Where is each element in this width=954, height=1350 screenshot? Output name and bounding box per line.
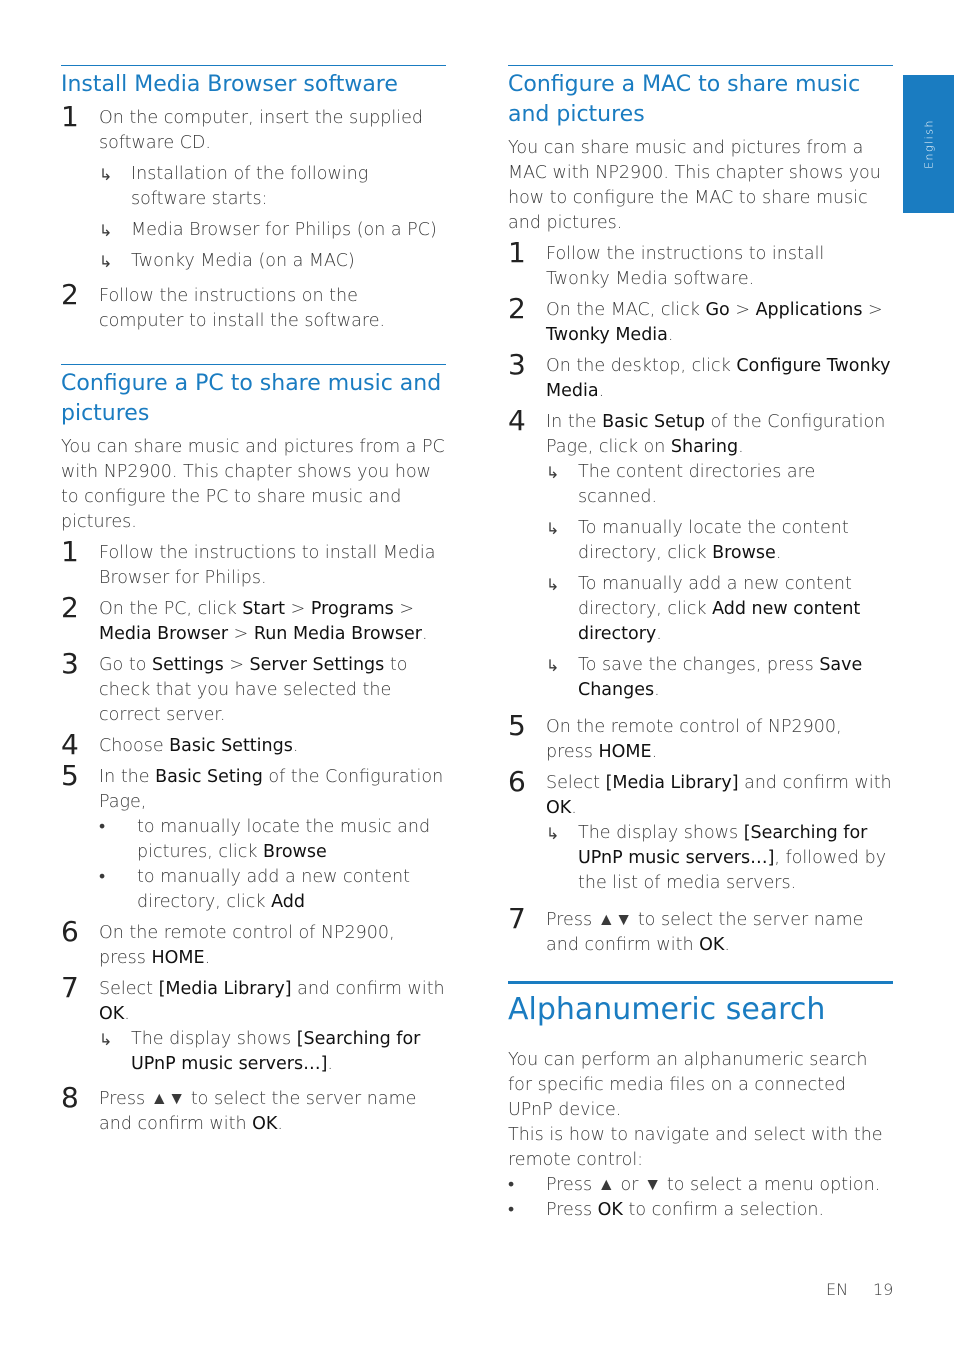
language-tab (903, 75, 954, 213)
mac-step-4: 4 In the Basic Setup of the Configuration Page, click on Sharing. ↳ The content directories are scanned. ↳ To manually locate the content directory, click Browse. ↳ To manually add a new content directory, click Add new content directory. ↳ To save the changes, press Save Changes. (508, 410, 893, 703)
result-line: ↳ To save the changes, press Save Changes. (546, 655, 863, 700)
mac-step-3: 3 On the desktop, click Configure Twonky Media. (508, 348, 891, 401)
pc-step-2: 2 On the PC, click Start > Programs > Media Browser > Run Media Browser. (61, 591, 428, 644)
alpha-heading: Alphanumeric search (508, 992, 826, 1027)
install-heading: Install Media Browser software (61, 72, 398, 97)
mac-step-1: 1 Follow the instructions to install Twonky Media software. (508, 236, 825, 289)
result-arrow-icon: ↳ (546, 519, 560, 538)
pc-step-7: 7 Select [Media Library] and confirm with OK. ↳ The display shows [Searching for UPnP music servers…]. (61, 977, 446, 1077)
pc-step-3: 3 Go to Settings > Server Settings to check that you have selected the correct server. (61, 647, 408, 725)
pc-step-5: 5 In the Basic Seting of the Configuration Page, (61, 759, 444, 812)
install-section (61, 65, 446, 334)
bullet-icon: • (508, 1175, 515, 1195)
mac-step-2: 2 On the MAC, click Go > Applications > Twonky Media. (508, 292, 883, 345)
pc-step-4: 4 Choose Basic Settings. (61, 728, 299, 761)
footer-language: EN (826, 1280, 849, 1299)
pc-intro: You can share music and pictures from a PC with NP2900. This chapter shows you how to configure the PC to share music and pictures. (61, 437, 445, 532)
result-line: ↳ To manually add a new content directory, click Add new content directory. (546, 574, 861, 644)
result-line: ↳ Twonky Media (on a MAC) (99, 249, 446, 274)
alpha-section (508, 981, 893, 1223)
section-divider (508, 981, 893, 984)
section-divider (61, 65, 446, 66)
alpha-paragraph: This is how to navigate and select with the remote control: (508, 1125, 883, 1170)
result-line: ↳ The content directories are scanned. (546, 462, 816, 507)
step-text: Follow the instructions on the computer to install the software. (99, 286, 386, 331)
pc-step-6: 6 On the remote control of NP2900, press HOME. (61, 915, 395, 968)
result-arrow-icon: ↳ (99, 252, 113, 271)
list-item: • to manually add a new content directory, click Add (99, 867, 410, 912)
mac-step-7: 7 Press ▲▼ to select the server name and confirm with OK. (508, 902, 864, 955)
bullet-icon: • (508, 1200, 515, 1220)
mac-step-6: 6 Select [Media Library] and confirm with OK. ↳ The display shows [Searching for UPnP music servers…], followed by the list of media servers. (508, 771, 893, 896)
mac-intro: You can share music and pictures from a MAC with NP2900. This chapter shows you how to configure the MAC to share music and pictures. (508, 138, 881, 233)
list-item: • to manually locate the music and pictures, click Browse (99, 817, 431, 862)
step-number: 2 (61, 278, 79, 311)
result-line: ↳ Installation of the following software starts: (99, 164, 369, 209)
list-item: • Press OK to confirm a selection. (508, 1198, 893, 1223)
result-line: ↳ Media Browser for Philips (on a PC) (99, 218, 446, 243)
mac-heading: Configure a MAC to share music and pictures (508, 72, 861, 127)
result-line: ↳ The display shows [Searching for UPnP music servers…]. (99, 1029, 421, 1074)
result-arrow-icon: ↳ (546, 575, 560, 594)
pc-section (61, 364, 446, 1137)
pc-step-1: 1 Follow the instructions to install Media Browser for Philips. (61, 535, 436, 588)
result-arrow-icon: ↳ (99, 221, 113, 240)
install-step-1 (61, 100, 446, 274)
install-step-2 (61, 278, 446, 334)
section-divider (61, 364, 446, 365)
result-arrow-icon: ↳ (99, 1030, 113, 1049)
page-number: 19 (873, 1280, 894, 1299)
result-arrow-icon: ↳ (546, 463, 560, 482)
alpha-paragraph: You can perform an alphanumeric search for specific media files on a connected UPnP device. (508, 1050, 868, 1120)
language-tab-label: English (922, 119, 935, 169)
result-line: ↳ The display shows [Searching for UPnP music servers…], followed by the list of media servers. (546, 823, 887, 893)
bullet-icon: • (99, 817, 106, 837)
list-item: • Press ▲ or ▼ to select a menu option. (508, 1173, 893, 1198)
pc-heading: Configure a PC to share music and pictures (61, 371, 442, 426)
step-number: 1 (61, 100, 79, 133)
step-text: On the computer, insert the supplied software CD. (99, 108, 423, 153)
mac-section (508, 65, 893, 958)
result-line: ↳ To manually locate the content directory, click Browse. (546, 518, 849, 563)
result-arrow-icon: ↳ (99, 165, 113, 184)
section-divider (508, 65, 893, 66)
bullet-icon: • (99, 867, 106, 887)
result-arrow-icon: ↳ (546, 656, 560, 675)
mac-step-5: 5 On the remote control of NP2900, press HOME. (508, 709, 842, 762)
result-arrow-icon: ↳ (546, 824, 560, 843)
pc-step-8: 8 Press ▲▼ to select the server name and confirm with OK. (61, 1081, 417, 1134)
